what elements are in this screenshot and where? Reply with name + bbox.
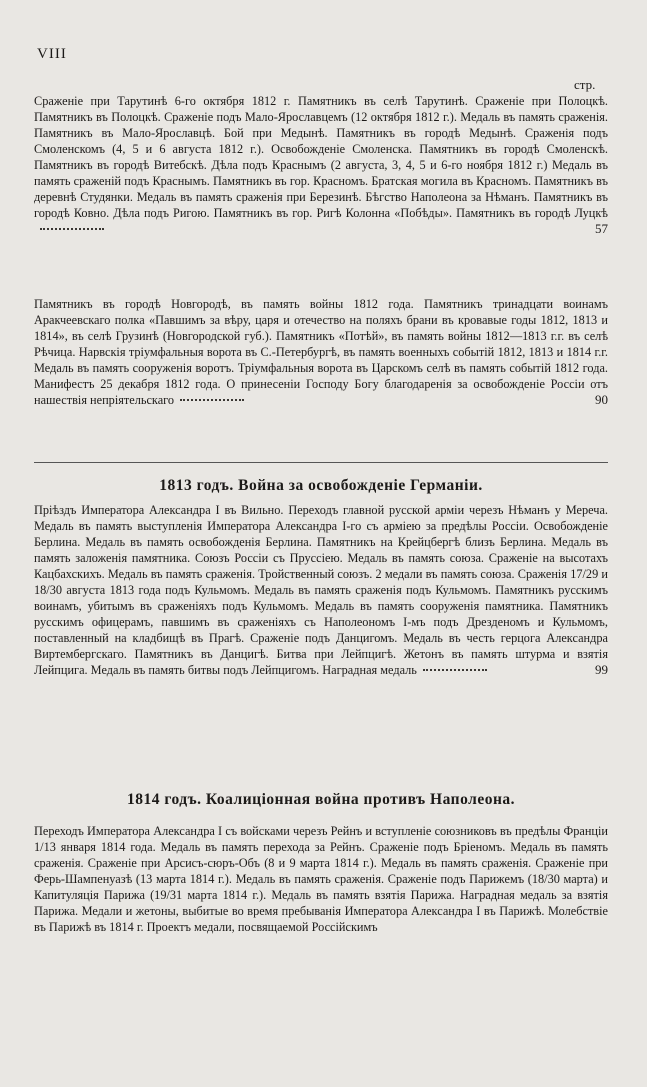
toc-entry-text: Переходъ Императора Александра I съ войсками черезъ Рейнъ и вступленіе союзниковъ въ предѣлы Франціи 1/13 января 1814 года. Медаль въ память перехода за Рейнъ. Сраженіе подъ Бріеномъ. Медаль въ память сраженія. Сраженіе при Арсисъ-сюръ-Объ (8 и 9 марта 1814 г.). Медаль въ память сраженія. Сраженіе при Ферь-Шампенуазѣ (13 марта 1814 г.). Медаль въ память сраженія. Сраженіе подъ Парижемъ (18/30 марта) и Капитуляція Парижа (19/31 марта 1814 г.). Медаль въ память взятія Парижа. Наградная медаль за взятія Парижа. Медали и жетоны, выбитые во время пребыванія Императора Александра I въ Парижѣ. Молебствіе въ Парижѣ въ 1814 г. Проектъ медали, посвящаемой Россійскимъ [34,824,608,934]
page-number: VIII [37,46,67,62]
toc-entry [34,93,608,237]
toc-entry-text: Памятникъ въ городѣ Новгородѣ, въ память войны 1812 года. Памятникъ тринадцати воинамъ Аракчеевскаго полка «Павшимъ за вѣру, царя и отечество на поляхъ брани въ кровавые годы 1812, 1813 и 1814», въ селѣ Грузинѣ (Новгородской губ.). Памятникъ «Потѣй», въ память войны 1812—1813 г.г. въ селѣ Рѣчица. Нарвскія тріумфальныя ворота въ С.-Петербургѣ, въ память военныхъ событій 1812, 1813 и 1814 г.г. Медаль въ память сооруженія воротъ. Тріумфальныя ворота въ Царскомъ селѣ въ память событій 1812 года. Манифестъ 25 декабря 1812 года. О принесеніи Господу Богу благодаренія за освобожденіе Россіи отъ нашествія непріятельскаго [34,297,608,407]
dot-leader [423,669,487,671]
section-heading: 1813 годъ. Война за освобожденіе Германіи. [159,477,483,494]
toc-entry-text: Сраженіе при Тарутинѣ 6-го октября 1812 г. Памятникъ въ селѣ Тарутинѣ. Сраженіе при Полоцкѣ. Памятникъ въ Полоцкѣ. Сраженіе подъ Мало-Ярославцемъ (12 октября 1812 г.). Медаль въ память сраженія. Памятникъ въ Мало-Ярославцѣ. Бой при Медынѣ. Памятникъ въ городѣ Медынѣ. Сраженія подъ Смоленскомъ (4, 5 и 6 августа 1812 г.). Освобожденіе Смоленска. Памятникъ въ городѣ Смоленскѣ. Памятникъ въ городѣ Витебскѣ. Дѣла подъ Краснымъ (2 августа, 3, 4, 5 и 6-го ноября 1812 г.) Медаль въ память сраженій подъ Краснымъ. Памятникъ въ гор. Красномъ. Братская могила въ Красномъ. Памятникъ въ деревнѣ Студянки. Медаль въ память сраженія при Березинѣ. Бѣгство Наполеона за Нѣманъ. Памятникъ въ городѣ Ковно. Дѣла подъ Ригою. Памятникъ въ гор. Ригѣ Колонна «Побѣды». Памятникъ въ городѣ Луцкѣ [34,94,608,220]
page-column-label: стр. [574,77,596,92]
toc-entry-text: Пріѣздъ Императора Александра I въ Вильно. Переходъ главной русской арміи черезъ Нѣманъ у Мереча. Медаль въ память выступленія Императора Александра I-го съ арміею за предѣлы Россіи. Освобожденіе Берлина. Медаль въ память освобожденія Берлина. Памятникъ на Крейцбергѣ близъ Берлина. Медаль въ память заложенія памятника. Союзъ Россіи съ Пруссіею. Медаль въ память союза. Сраженіе на высотахъ Кацбахскихъ. Медаль въ память сраженія. Тройственный союзъ. 2 медали въ память союза. Сраженія 17/29 и 18/30 августа 1813 года подъ Кульмомъ. Медаль въ память сраженія подъ Кульмомъ. Памятникъ русскимъ воинамъ, убитымъ въ сраженіяхъ подъ Кульмомъ. Медаль въ память сооруженія памятника. Памятникъ русскимъ офицерамъ, павшимъ въ сраженіяхъ съ Наполеономъ I-мъ подъ Дрезденомъ и Кульмомъ, поставленный на кладбищѣ въ Прагѣ. Сраженіе подъ Данцигомъ. Медаль въ честь герцога Александра Виртембергскаго. Памятникъ въ Данцигѣ. Битва при Лейпцигѣ. Жетонъ въ память штурма и взятія Лейпцига. Медаль въ память битвы подъ Лейпцигомъ. Наградная медаль [34,503,608,677]
toc-entry [34,502,608,678]
toc-entry [34,823,608,935]
toc-page-ref: 57 [595,221,608,236]
dot-leader [40,228,104,230]
section-heading: 1814 годъ. Коалиціонная война противъ Наполеона. [126,791,516,808]
toc-entry [34,296,608,408]
dot-leader [180,399,244,401]
toc-page-ref: 99 [595,662,608,677]
section-divider [34,462,608,463]
toc-page-ref: 90 [595,392,608,407]
